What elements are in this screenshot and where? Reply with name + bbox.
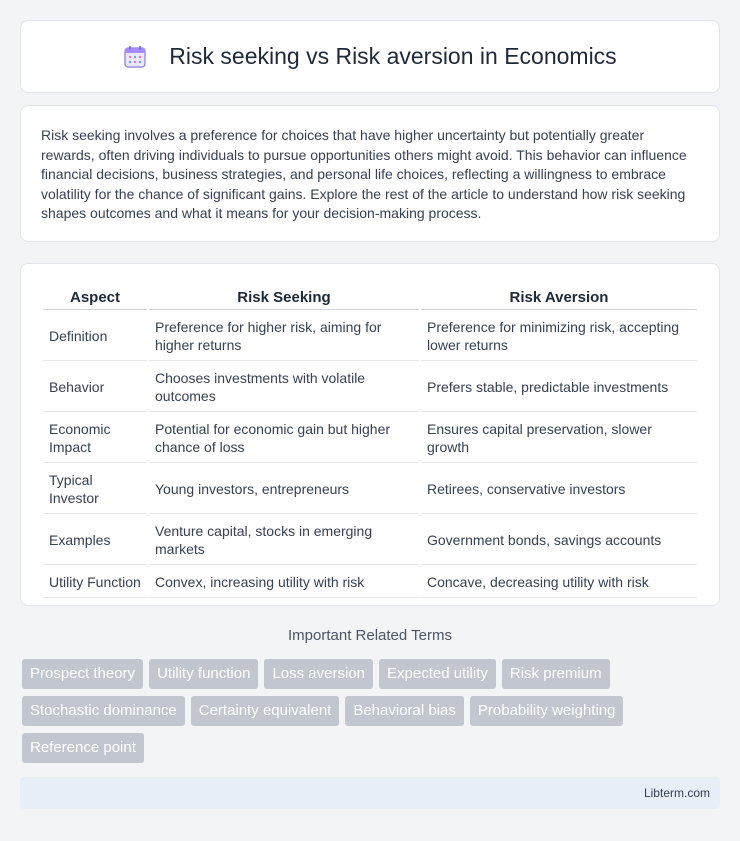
row-aspect: Examples — [43, 516, 147, 565]
row-risk-aversion: Government bonds, savings accounts — [421, 516, 697, 565]
table-row — [43, 465, 697, 514]
table-row — [43, 567, 697, 598]
tag-stochastic-dominance[interactable]: Stochastic dominance — [22, 696, 185, 726]
tag-risk-premium[interactable]: Risk premium — [502, 659, 610, 689]
tag-behavioral-bias[interactable]: Behavioral bias — [345, 696, 464, 726]
row-risk-aversion: Ensures capital preservation, slower growth — [421, 414, 697, 463]
header-risk-seeking: Risk Seeking — [149, 286, 419, 310]
page-title: Risk seeking vs Risk aversion in Economics — [169, 43, 617, 69]
calendar-icon — [123, 45, 147, 69]
related-terms-list — [22, 659, 722, 763]
row-aspect: Behavior — [43, 363, 147, 412]
row-risk-seeking: Potential for economic gain but higher chance of loss — [149, 414, 419, 463]
row-aspect: Economic Impact — [43, 414, 147, 463]
tag-reference-point[interactable]: Reference point — [22, 733, 144, 763]
intro-paragraph: Risk seeking involves a preference for choices that have higher uncertainty but potentially greater rewards, often driving individuals to pursue opportunities others might avoid. This behavior can influence financial decisions, business strategies, and personal life choices, reflecting a willingness to embrace volatility for the chance of significant gains. Explore the rest of the article to understand how risk seeking shapes outcomes and what it means for your decision-making process. — [41, 127, 687, 222]
row-risk-aversion: Concave, decreasing utility with risk — [421, 567, 697, 598]
tag-loss-aversion[interactable]: Loss aversion — [264, 659, 373, 689]
table-header-row — [43, 286, 697, 310]
table-row — [43, 312, 697, 361]
table-row — [43, 414, 697, 463]
row-risk-seeking: Venture capital, stocks in emerging markets — [149, 516, 419, 565]
row-aspect: Definition — [43, 312, 147, 361]
title-card — [20, 20, 720, 93]
row-risk-seeking: Young investors, entrepreneurs — [149, 465, 419, 514]
row-risk-aversion: Preference for minimizing risk, accepting lower returns — [421, 312, 697, 361]
intro-card — [20, 105, 720, 242]
footer-site-link[interactable]: Libterm.com — [643, 786, 710, 800]
row-risk-seeking: Preference for higher risk, aiming for higher returns — [149, 312, 419, 361]
tag-expected-utility[interactable]: Expected utility — [379, 659, 496, 689]
table-row — [43, 363, 697, 412]
related-terms-heading: Important Related Terms — [288, 627, 452, 644]
tag-prospect-theory[interactable]: Prospect theory — [22, 659, 143, 689]
comparison-table — [41, 284, 699, 600]
header-aspect: Aspect — [43, 286, 147, 310]
row-aspect: Typical Investor — [43, 465, 147, 514]
row-risk-aversion: Retirees, conservative investors — [421, 465, 697, 514]
row-aspect: Utility Function — [43, 567, 147, 598]
row-risk-seeking: Convex, increasing utility with risk — [149, 567, 419, 598]
tag-certainty-equivalent[interactable]: Certainty equivalent — [191, 696, 340, 726]
header-risk-aversion: Risk Aversion — [421, 286, 697, 310]
footer — [20, 777, 720, 809]
tag-probability-weighting[interactable]: Probability weighting — [470, 696, 624, 726]
row-risk-aversion: Prefers stable, predictable investments — [421, 363, 697, 412]
table-row — [43, 516, 697, 565]
row-risk-seeking: Chooses investments with volatile outcomes — [149, 363, 419, 412]
comparison-card — [20, 263, 720, 606]
tag-utility-function[interactable]: Utility function — [149, 659, 258, 689]
